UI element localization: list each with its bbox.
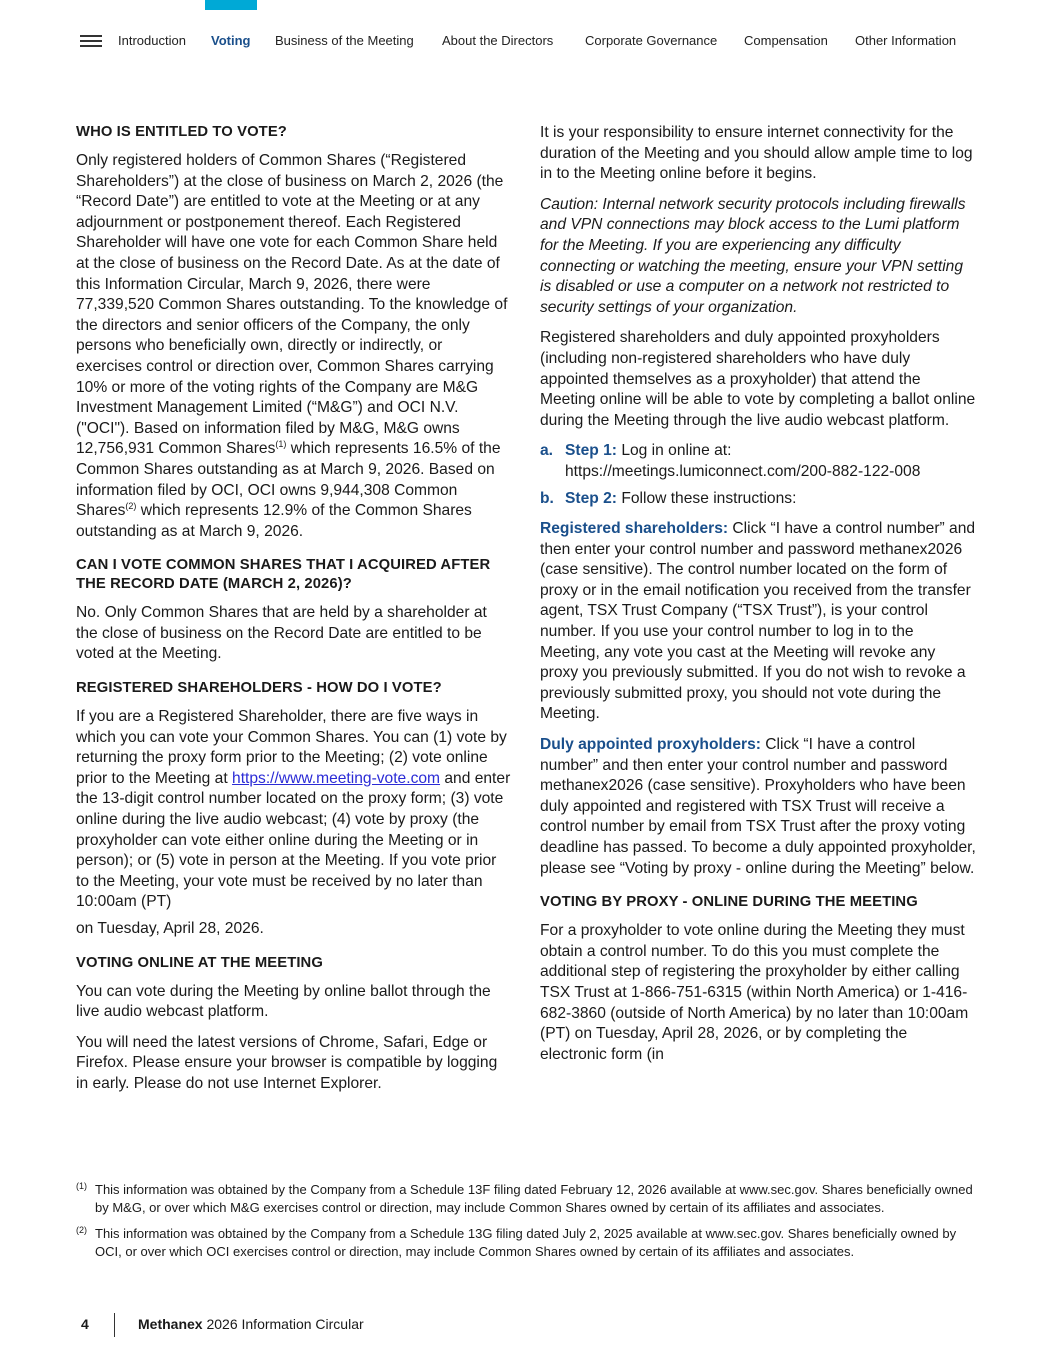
footnote-marker: (2) <box>76 1225 87 1235</box>
nav-other-information[interactable]: Other Information <box>855 33 957 48</box>
inline-heading: Duly appointed proxyholders: <box>540 736 761 754</box>
right-column <box>540 123 976 1075</box>
inline-heading: Registered shareholders: <box>540 520 729 538</box>
footnote-marker: (1) <box>76 1181 87 1191</box>
left-column <box>76 123 512 1105</box>
title-text: 2026 Information Circular <box>202 1316 364 1332</box>
paragraph: It is your responsibility to ensure internet connectivity for the duration of the Meeting and you should allow ample time to log in to the Meeting online before it begins. <box>540 124 973 183</box>
step-item <box>540 489 976 510</box>
step-label: Step 2: <box>565 489 617 507</box>
active-tab-indicator <box>205 0 257 10</box>
section-heading: CAN I VOTE COMMON SHARES THAT I ACQUIRED AFTER THE RECORD DATE (MARCH 2, 2026)? <box>76 557 491 593</box>
text-run: If you are a Registered Shareholder, there are five ways in which you can vote your Common Shares. You can (1) vote by returning the proxy form prior to the Meeting; (2) vote online prior to the Meeting at <box>76 708 507 787</box>
text-run: Click “I have a control number” and then enter your control number and password methanex2026 (case sensitive). Proxyholders who have been duly appointed and registered with TSX Trust will receive a control number by email from TSX Trust after the proxy voting deadline has passed. To become a duly appointed proxyholder, please see “Voting by proxy - online during the Meeting” below. <box>540 736 976 877</box>
registered-shareholders-paragraph <box>540 519 976 725</box>
section-heading: VOTING ONLINE AT THE MEETING <box>76 954 323 971</box>
footnote-2 <box>76 1225 976 1261</box>
paragraph <box>76 707 512 913</box>
document-title <box>138 1316 364 1332</box>
duly-appointed-paragraph <box>540 735 976 879</box>
paragraph: For a proxyholder to vote online during the Meeting they must obtain a control number. To do this you must complete the additional step of registering the proxyholder by either calling TSX Trust at 1-866-751-6315 (within North America) or 1-416-682-3860 (outside of North America) by no later than 10:00am (PT) on Tuesday, April 28, 2026, or by completing the electronic form (in <box>540 922 969 1063</box>
footer-divider <box>114 1313 115 1337</box>
paragraph: No. Only Common Shares that are held by a shareholder at the close of business on the Record Date are entitled to be voted at the Meeting. <box>76 604 487 663</box>
nav-corporate-governance[interactable]: Corporate Governance <box>585 33 718 48</box>
section-heading: VOTING BY PROXY - ONLINE DURING THE MEETING <box>540 894 918 911</box>
step-label: Step 1: <box>565 442 617 460</box>
step-item <box>540 441 976 482</box>
paragraph: on Tuesday, April 28, 2026. <box>76 920 264 937</box>
text-run: which represents 16.5% of the Common Shares outstanding as at March 9, 2026. Based on information filed by OCI, OCI owns 9,944,308 Common Shares <box>76 440 501 520</box>
footnote-ref-2: (2) <box>125 501 137 512</box>
step-marker: b. <box>540 489 554 507</box>
caution-note: Caution: Internal network security protocols including firewalls and VPN connections may block access to the Lumi platform for the Meeting. If you are experiencing any difficulty connecting or watching the meeting, ensure your VPN setting is disabled or use a computer on a network not restricted to security settings of your organization. <box>540 195 966 316</box>
section-heading: REGISTERED SHAREHOLDERS - HOW DO I VOTE? <box>76 680 442 697</box>
top-navigation <box>80 33 968 51</box>
paragraph: You will need the latest versions of Chrome, Safari, Edge or Firefox. Please ensure your browser is compatible by logging in early. Please do not use Internet Explorer. <box>76 1033 498 1092</box>
step-text: Log in online at: https://meetings.lumiconnect.com/200-882-122-008 <box>565 442 921 480</box>
paragraph: You can vote during the Meeting by online ballot through the live audio webcast platform. <box>76 982 491 1021</box>
nav-about-the-directors[interactable]: About the Directors <box>442 33 554 48</box>
step-text: Follow these instructions: <box>617 489 797 507</box>
text-run: Only registered holders of Common Shares (“Registered Shareholders”) at the close of business on March 2, 2026 (the “Record Date”) are entitled to vote at the Meeting or at any adjournment or postponement thereof. Each Registered Shareholder will have one vote for each Common Share held at the close of business on the Record Date. As at the date of this Information Circular, March 9, 2026, there were 77,339,520 Common Shares outstanding. To the knowledge of the directors and senior officers of the Company, the only persons who beneficially own, directly or indirectly, or exercises control or direction over, Common Shares carrying 10% or more of the voting rights of the Company are M&G Investment Management Limited (“M&G”) and OCI N.V. ("OCI"). Based on information filed by M&G, M&G owns 12,756,931 Common Shares <box>76 152 508 458</box>
footnote-text: This information was obtained by the Company from a Schedule 13G filing dated July 2, 2025 available at www.sec.gov. Shares beneficially owned by OCI, or over which OCI exercises control or direction, may include Common Shares owned by certain of its affiliates and associates. <box>95 1226 957 1259</box>
step-marker: a. <box>540 442 554 460</box>
page-number: 4 <box>81 1316 89 1332</box>
steps-list <box>540 441 976 509</box>
footnotes <box>76 1181 976 1269</box>
section-heading: WHO IS ENTITLED TO VOTE? <box>76 124 287 140</box>
nav-voting[interactable]: Voting <box>211 33 251 48</box>
text-run: Click “I have a control number” and then enter your control number and password methanex2026 (case sensitive). The control number located on the form of proxy or in the email notification you received from the transfer agent, TSX Trust Company (“TSX Trust”), is your control number. If you use your control number to log in to the Meeting, any vote you cast at the Meeting will revoke any proxy you previously submitted. If you do not wish to revoke a previously submitted proxy, you should not vote during the Meeting. <box>540 520 976 723</box>
section-record-date <box>76 556 512 665</box>
meeting-vote-link[interactable]: https://www.meeting-vote.com <box>232 769 441 787</box>
text-run: which represents 12.9% of the Common Shares outstanding as at March 9, 2026. <box>76 502 472 540</box>
footnote-text: This information was obtained by the Company from a Schedule 13F filing dated February 12, 2026 available at www.sec.gov. Shares beneficially owned by M&G, or over which M&G exercises control or direction, may include Common Shares owned by certain of its affiliates and associates. <box>95 1182 973 1215</box>
nav-business-of-the-meeting[interactable]: Business of the Meeting <box>275 33 414 48</box>
section-how-do-i-vote <box>76 679 512 940</box>
paragraph: Registered shareholders and duly appointed proxyholders (including non-registered shareholders who have duly appointed themselves as a proxyholder) that attend the Meeting online will be able to vote by completing a ballot online during the Meeting through the live audio webcast platform. <box>540 329 976 429</box>
brand-name: Methanex <box>138 1316 203 1332</box>
paragraph <box>76 151 512 542</box>
footnote-1 <box>76 1181 976 1217</box>
hamburger-menu-icon[interactable] <box>80 35 102 49</box>
section-voting-online <box>76 954 512 1095</box>
footnote-ref-1: (1) <box>275 439 287 450</box>
section-who-is-entitled <box>76 123 512 542</box>
nav-introduction[interactable]: Introduction <box>118 33 186 48</box>
text-run: and enter the 13-digit control number located on the proxy form; (3) vote online during the live audio webcast; (4) vote by proxy (the proxyholder can vote either online during the Meeting or in person); or (5) vote in person at the Meeting. If you vote prior to the Meeting, your vote must be received by no later than 10:00am (PT) <box>76 769 511 911</box>
section-voting-by-proxy <box>540 893 976 1065</box>
nav-compensation[interactable]: Compensation <box>744 33 828 48</box>
